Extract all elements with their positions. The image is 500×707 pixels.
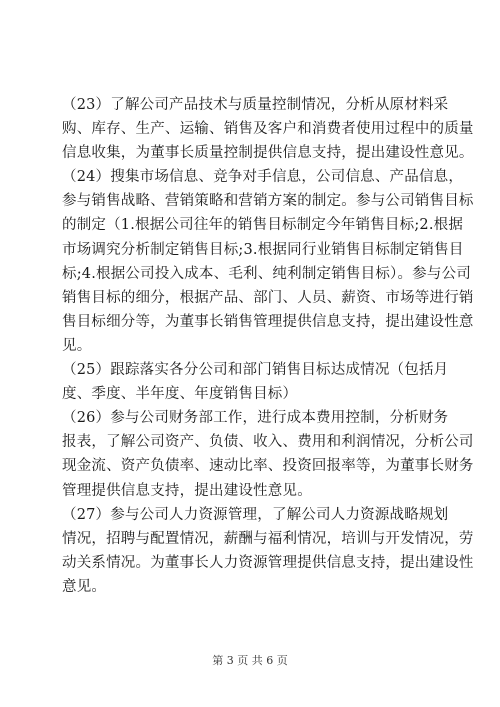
text-line: 售目标细分等，为董事长销售管理提供信息支持，提出建设性意 — [62, 313, 474, 330]
text-line: 动关系情况。为董事长人力资源管理提供信息支持，提出建设性 — [62, 554, 474, 571]
text-line: （23）了解公司产品技术与质量控制情况，分析从原材料采 — [62, 97, 449, 113]
text-line: 市场调究分析制定销售目标;3.根据同行业销售目标制定销售目 — [62, 241, 464, 258]
paragraph-27 — [62, 503, 474, 599]
text-line: （26）参与公司财务部工作，进行成本费用控制，分析财务 — [62, 410, 449, 427]
paragraph-23 — [62, 93, 474, 165]
text-line: 信息收集，为董事长质量控制提供信息支持，提出建设性意见。 — [62, 145, 474, 162]
text-line: 情况，招聘与配置情况，薪酬与福利情况，培训与开发情况，劳 — [62, 530, 474, 547]
paragraph-26 — [62, 406, 474, 502]
paragraph-25 — [62, 358, 448, 406]
text-line: 销售目标的细分，根据产品、部门、人员、薪资、市场等进行销 — [62, 289, 474, 306]
text-line: 见。 — [62, 337, 92, 354]
text-line: 管理提供信息支持，提出建设性意见。 — [62, 482, 312, 499]
text-line: （24）搜集市场信息、竞争对手信息，公司信息、产品信息， — [62, 169, 464, 186]
text-line: （25）跟踪落实各分公司和部门销售目标达成情况（包括月 — [62, 362, 449, 379]
page-footer: 第 3 页 共 6 页 — [212, 654, 288, 667]
text-line: （27）参与公司人力资源管理，了解公司人力资源战略规划 — [62, 506, 449, 523]
text-line: 的制定（1.根据公司往年的销售目标制定今年销售目标;2.根据 — [62, 217, 464, 234]
text-line: 标;4.根据公司投入成本、毛利、纯利制定销售目标）。参与公司 — [62, 265, 471, 282]
paragraph-24 — [62, 165, 474, 358]
text-line: 现金流、资产负债率、速动比率、投资回报率等，为董事长财务 — [62, 458, 474, 475]
document-body — [62, 93, 474, 599]
text-line: 购、库存、生产、运输、销售及客户和消费者使用过程中的质量 — [62, 121, 474, 138]
text-line: 报表，了解公司资产、负债、收入、费用和利润情况，分析公司 — [62, 434, 474, 451]
text-line: 度、季度、半年度、年度销售目标） — [62, 386, 298, 403]
text-line: 参与销售战略、营销策略和营销方案的制定。参与公司销售目标 — [62, 193, 474, 210]
text-line: 意见。 — [62, 578, 107, 595]
